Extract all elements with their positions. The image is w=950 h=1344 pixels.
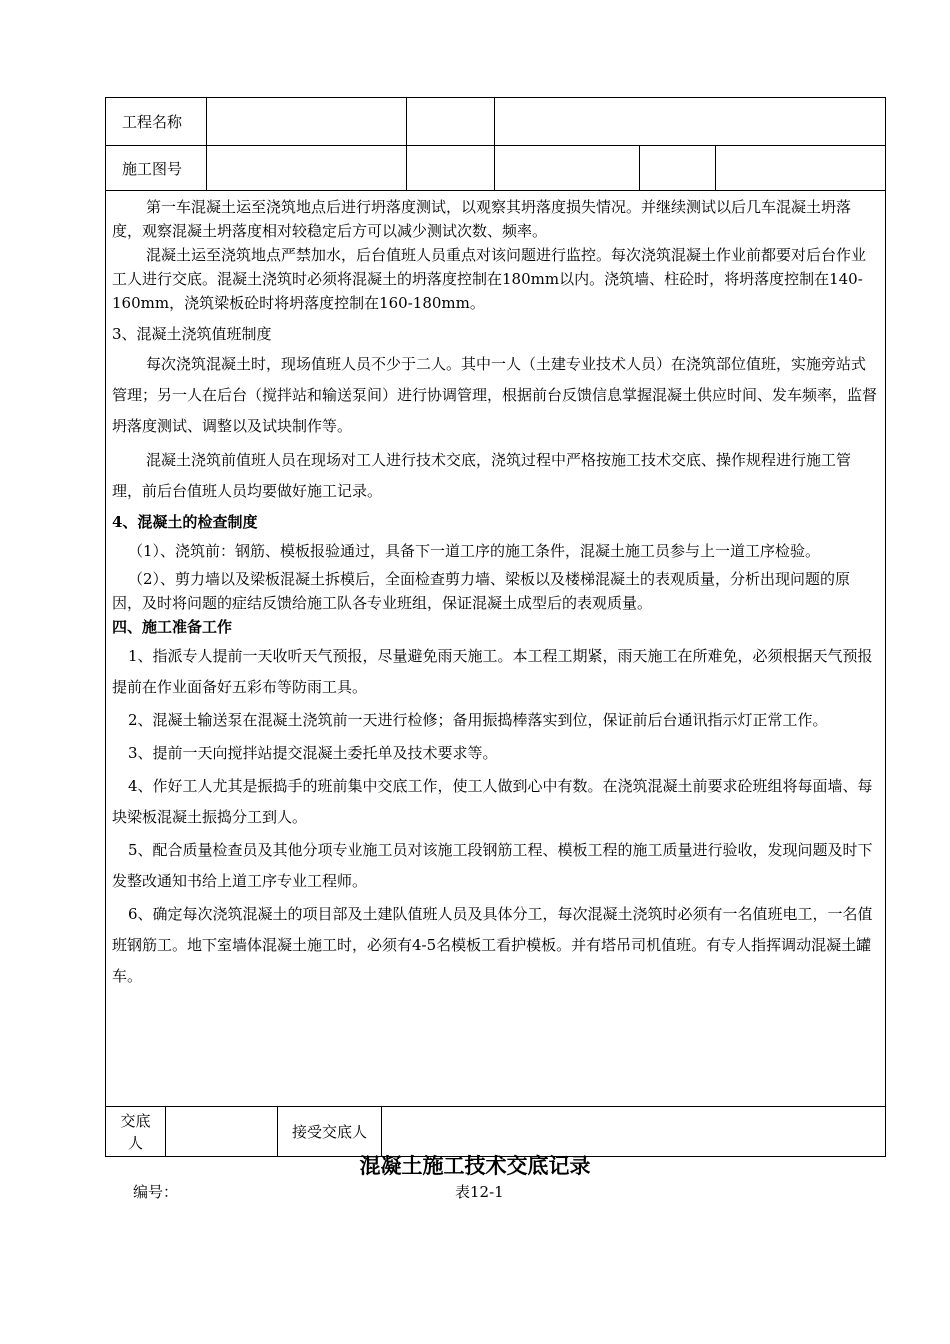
header-row-project [106,98,885,146]
giver-label: 交底人 [106,1107,166,1156]
header-row-drawing [106,146,885,191]
page-title: 混凝土施工技术交底记录 [359,1154,591,1178]
list-item: 1、指派专人提前一天收听天气预报，尽量避免雨天施工。本工程工期紧，雨天施工在所难免，必须根据天气预报提前在作业面备好五彩布等防雨工具。 [112,647,873,696]
header-blank-cell[interactable] [716,146,885,190]
list-item: 4、作好工人尤其是振捣手的班前集中交底工作，使工人做到心中有数。在浇筑混凝土前要求砼班组将每面墙、每块梁板混凝土振捣分工到人。 [112,777,873,826]
project-name-cell[interactable] [207,98,407,145]
paragraph: 第一车混凝土运至浇筑地点后进行坍落度测试，以观察其坍落度损失情况。并继续测试以后几车混凝土坍落度，观察混凝土坍落度相对较稳定后方可以减少测试次数、频率。 [112,198,852,240]
header-blank-cell[interactable] [640,146,716,190]
section-heading: 3、混凝土浇筑值班制度 [112,325,272,343]
list-item: 6、确定每次浇筑混凝土的项目部及土建队值班人员及具体分工，每次混凝土浇筑时必须有一名值班电工，一名值班钢筋工。地下室墙体混凝土施工时，必须有4-5名模板工看护模板。并有塔吊司机值班。有专人指挥调动混凝土罐车。 [112,905,873,985]
receiver-signature-cell[interactable] [382,1107,885,1156]
list-item: 5、配合质量检查员及其他分项专业施工员对该施工段钢筋工程、模板工程的施工质量进行验收，发现问题及时下发整改通知书给上道工序专业工程师。 [112,841,873,890]
paragraph: 混凝土浇筑前值班人员在现场对工人进行技术交底，浇筑过程中严格按施工技术交底、操作规程进行施工管理，前后台值班人员均要做好施工记录。 [112,451,852,500]
header-blank-cell[interactable] [495,146,640,190]
paragraph: 混凝土运至浇筑地点严禁加水，后台值班人员重点对该问题进行监控。每次浇筑混凝土作业前都要对后台作业工人进行交底。混凝土浇筑时必须将混凝土的坍落度控制在180mm以内。浇筑墙、柱砼时，将坍落度控制在140-160mm，浇筑梁板砼时将坍落度控制在160-180mm。 [112,246,867,312]
record-table [105,97,886,1157]
signature-row [106,1107,885,1156]
paragraph: （2）、剪力墙以及梁板混凝土拆模后，全面检查剪力墙、梁板以及楼梯混凝土的表观质量，分析出现问题的原因，及时将问题的症结反馈给施工队各专业班组，保证混凝土成型后的表观质量。 [112,570,851,612]
section-heading: 4、混凝土的检查制度 [112,513,258,531]
project-name-label: 工程名称 [106,98,207,145]
paragraph: （1）、浇筑前：钢筋、模板报验通过，具备下一道工序的施工条件，混凝土施工员参与上一道工序检验。 [128,542,821,560]
giver-signature-cell[interactable] [166,1107,278,1156]
header-blank-cell[interactable] [495,98,885,145]
receiver-label: 接受交底人 [278,1107,382,1156]
header-blank-cell[interactable] [407,98,495,145]
number-label: 编号： [133,1183,179,1201]
drawing-number-cell[interactable] [207,146,407,190]
section-heading: 四、施工准备工作 [112,618,233,636]
drawing-number-label: 施工图号 [106,146,207,190]
table-number: 表12-1 [455,1183,504,1201]
content-body [106,195,885,1107]
paragraph: 每次浇筑混凝土时，现场值班人员不少于二人。其中一人（土建专业技术人员）在浇筑部位值班，实施旁站式管理；另一人在后台（搅拌站和输送泵间）进行协调管理，根据前台反馈信息掌握混凝土供应时间、发车频率，监督坍落度测试、调整以及试块制作等。 [112,355,878,435]
list-item: 2、混凝土输送泵在混凝土浇筑前一天进行检修；备用振捣棒落实到位，保证前后台通讯指示灯正常工作。 [128,711,828,729]
list-item: 3、提前一天向搅拌站提交混凝土委托单及技术要求等。 [128,744,498,762]
header-blank-cell[interactable] [407,146,495,190]
